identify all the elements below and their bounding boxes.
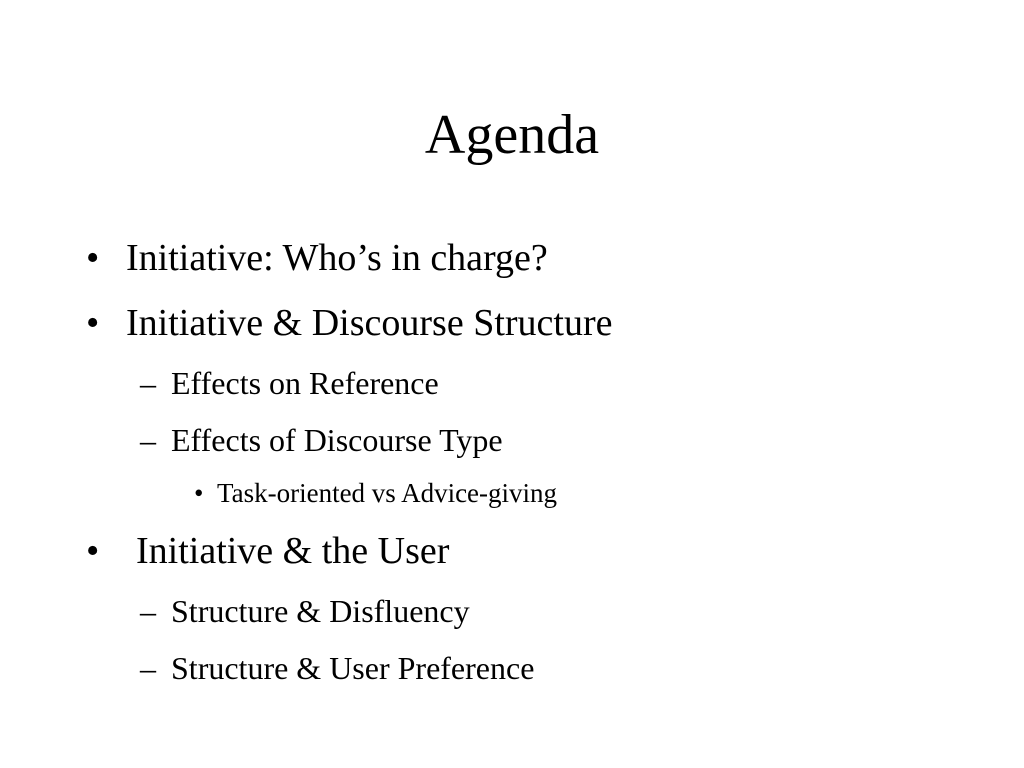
bullet-icon: • bbox=[194, 478, 204, 508]
list-item-text: Effects of Discourse Type bbox=[171, 422, 503, 458]
list-item-text: Initiative & the User bbox=[136, 530, 450, 572]
list-item-text: Initiative: Who’s in charge? bbox=[126, 237, 548, 279]
dash-icon: – bbox=[140, 650, 156, 686]
bullet-icon: • bbox=[86, 302, 100, 344]
list-item-text: Effects on Reference bbox=[171, 365, 439, 401]
bullet-icon: • bbox=[86, 237, 100, 279]
list-item-text: Initiative & Discourse Structure bbox=[126, 302, 613, 344]
slide-title: Agenda bbox=[424, 104, 600, 166]
list-item-text: Structure & User Preference bbox=[171, 650, 535, 686]
bullet-icon: • bbox=[86, 530, 100, 572]
list-item-text: Task-oriented vs Advice-giving bbox=[217, 478, 558, 508]
list-item-text: Structure & Disfluency bbox=[171, 593, 470, 629]
dash-icon: – bbox=[140, 593, 156, 629]
dash-icon: – bbox=[140, 365, 156, 401]
dash-icon: – bbox=[140, 422, 156, 458]
